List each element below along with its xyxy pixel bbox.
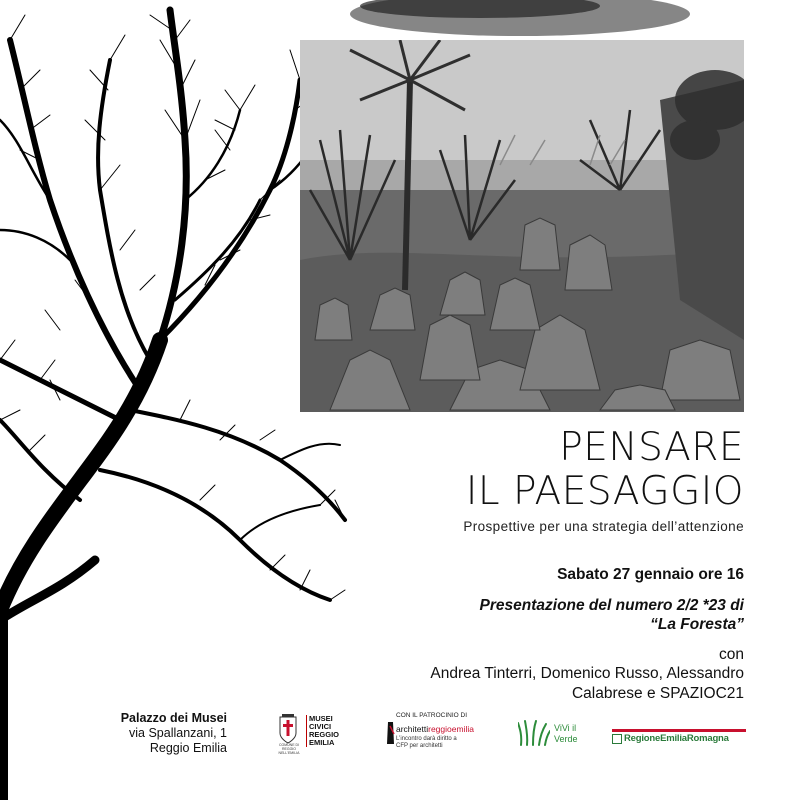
cfp-note-line2: CFP per architetti xyxy=(396,743,443,749)
grass-icon xyxy=(518,719,550,747)
event-date: Sabato 27 gennaio ore 16 xyxy=(557,566,744,583)
presentation-line2: “La Foresta” xyxy=(650,616,744,633)
regione-bar xyxy=(612,729,746,732)
con-label: con xyxy=(719,646,744,663)
patrocinio-logo xyxy=(386,712,496,752)
event-title xyxy=(466,426,744,514)
musei-civici-logo xyxy=(276,713,356,755)
venue-address: via Spallanzani, 1 xyxy=(129,726,227,740)
event-subtitle: Prospettive per una strategia dell’attenzione xyxy=(463,519,744,534)
regione-flag-icon xyxy=(612,734,622,744)
brand-b: reggioemilia xyxy=(428,724,474,734)
regione-text: RegioneEmiliaRomagna xyxy=(624,733,729,744)
comune-label: COMUNE DI REGGIO NELL'EMILIA xyxy=(278,743,300,755)
presentation-text xyxy=(404,596,744,634)
speakers-line1: Andrea Tinterri, Domenico Russo, Alessandro xyxy=(430,665,744,682)
cfp-note-line1: L’incontro darà diritto a xyxy=(396,736,457,742)
venue-info xyxy=(100,711,227,756)
musei-divider xyxy=(306,715,307,747)
musei-line3: REGGIO xyxy=(309,730,340,739)
speakers-list xyxy=(384,664,744,704)
cfp-note xyxy=(396,736,457,750)
vivi-il-verde-logo xyxy=(518,719,588,751)
landscape-photo xyxy=(300,40,744,412)
presentation-line1: Presentazione del numero 2/2 *23 di xyxy=(479,597,744,614)
vivi-line1: ViVi il xyxy=(554,723,577,733)
architetti-brand xyxy=(396,724,474,734)
musei-line1: MUSEI xyxy=(309,714,333,723)
regione-emilia-romagna-logo xyxy=(612,729,746,747)
patrocinio-heading: CON IL PATROCINIO DI xyxy=(396,712,468,719)
speakers-line2: Calabrese e SPAZIOC21 xyxy=(571,685,744,702)
vivi-text xyxy=(554,723,578,745)
musei-line4: EMILIA xyxy=(309,738,335,747)
vivi-line2: Verde xyxy=(554,734,578,744)
venue-name: Palazzo dei Musei xyxy=(120,711,227,725)
brand-a: architetti xyxy=(396,724,429,734)
event-title-line2: IL PAESAGGIO xyxy=(465,469,744,514)
musei-line2: CIVICI xyxy=(309,722,332,731)
architetti-mark-icon xyxy=(386,720,396,746)
venue-city: Reggio Emilia xyxy=(149,741,227,755)
event-title-line1: PENSARE xyxy=(559,425,744,470)
musei-text xyxy=(309,715,339,747)
